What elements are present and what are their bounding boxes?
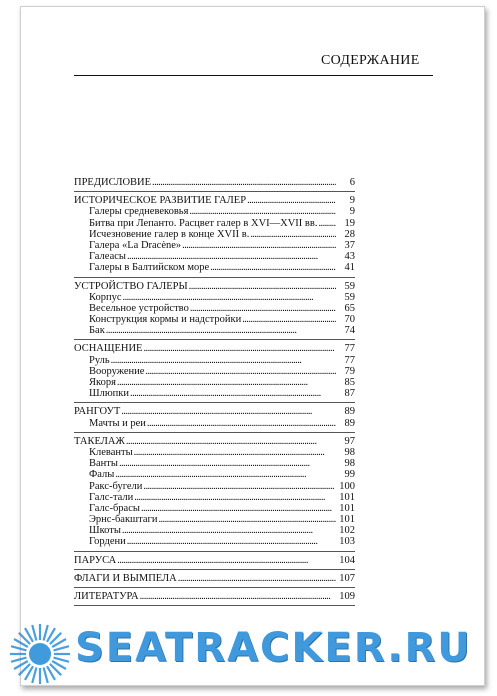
toc-label: Корпус [89,291,122,303]
leader-dots [190,303,336,314]
leader-dots [134,447,336,458]
toc-label: Вооружение [89,365,145,377]
toc-entry [74,458,355,469]
leader-dots [140,591,336,602]
toc-page-number: 59 [344,280,355,292]
toc-label: ИСТОРИЧЕСКОЕ РАЗВИТИЕ ГАЛЕР [74,195,247,207]
toc-label: ЛИТЕРАТУРА [74,591,139,602]
toc-page-number: 79 [344,365,355,377]
toc-page-number: 70 [344,314,355,326]
toc-label: Ракс-бугели [89,480,143,492]
leader-dots [189,206,336,217]
toc-page-number: 41 [344,262,355,274]
toc-section [74,555,355,570]
toc-label: Весельное устройство [89,302,189,314]
toc-page-number: 77 [344,343,355,355]
toc-label: Мачты и реи [89,417,146,429]
leader-dots [121,406,336,417]
toc-section [74,573,355,588]
leader-dots [250,229,336,240]
leader-dots [127,536,336,547]
leader-dots [247,195,336,206]
toc-entry [74,503,355,514]
toc-section-heading [74,573,355,584]
sun-ray [32,668,36,683]
toc-section-heading [74,406,355,417]
leader-dots [111,355,336,366]
sun-ray [44,668,48,683]
toc-entry [74,481,355,492]
toc-label: ОСНАЩЕНИЕ [74,343,143,355]
leader-dots [143,343,336,354]
toc-label: Шкоты [89,525,121,537]
toc-label: Эрнс-бакштаги [89,514,158,526]
toc-entry [74,525,355,536]
toc-page-number: 9 [349,195,355,207]
toc-section [74,406,355,432]
toc-label: Бак [89,325,105,337]
sun-ray [54,658,69,662]
sun-ray [11,646,26,650]
toc-label: Галс-брасы [89,502,140,514]
toc-section-heading [74,591,355,602]
leader-dots [117,555,336,566]
toc-section [74,343,355,403]
toc-section [74,281,355,341]
toc-entry [74,447,355,458]
leader-dots [123,292,336,303]
toc-entry [74,418,355,429]
toc-entry [74,303,355,314]
toc-label: Галеры в Балтийском море [89,262,210,274]
toc-label: Галс-тали [89,491,134,503]
toc-section-heading [74,555,355,566]
toc-label: Шлюпки [89,388,130,400]
toc-page-number: 97 [344,435,355,447]
toc-page-number: 6 [349,177,355,188]
toc-entry [74,388,355,399]
sun-ray [32,625,36,640]
toc-label: Галера «La Dracène» [89,239,182,251]
toc-label: ПАРУСА [74,554,117,566]
toc-section [74,591,355,606]
sun-ray [11,658,26,662]
toc-page-number: 89 [344,417,355,429]
leader-dots [318,218,336,229]
toc-page-number: 43 [344,251,355,263]
table-of-contents [74,177,355,609]
leader-dots [127,251,336,262]
leader-dots [141,503,336,514]
leader-dots [178,573,336,584]
sun-ray [54,646,69,650]
toc-page-number: 85 [344,377,355,388]
toc-entry [74,229,355,240]
toc-page-number: 104 [339,554,355,566]
toc-label: Исчезновение галер в конце XVII в. [89,228,250,240]
toc-label: Конструкция кормы и надстройки [89,314,242,326]
toc-entry [74,206,355,217]
title-rule [74,75,433,76]
toc-label: ПРЕДИСЛОВИЕ [74,177,152,188]
toc-page-number: 99 [344,469,355,481]
leader-dots [189,281,336,292]
toc-page-number: 102 [339,525,355,537]
leader-dots [134,492,336,503]
toc-label: Фалы [89,469,115,481]
toc-page-number: 109 [339,591,355,602]
toc-entry [74,366,355,377]
toc-page-number: 9 [349,206,355,218]
toc-entry [74,314,355,325]
toc-label: ТАКЕЛАЖ [74,435,125,447]
toc-entry [74,514,355,525]
toc-label: Ванты [89,458,118,470]
toc-entry [74,251,355,262]
toc-entry [74,469,355,480]
watermark-text: SEATRACKER.RU [75,625,472,671]
toc-page-number: 101 [339,502,355,514]
toc-page-number: 19 [344,217,355,229]
toc-label: УСТРОЙСТВО ГАЛЕРЫ [74,280,188,292]
toc-label: Галеасы [89,251,126,263]
leader-dots [115,469,336,480]
toc-label: Руль [89,354,110,366]
book-page [20,6,485,686]
toc-label: Гордени [89,536,126,548]
toc-section-heading [74,177,355,188]
toc-section-heading [74,343,355,354]
toc-label: Галеры средневековья [89,206,189,218]
sun-core [29,643,51,665]
toc-entry [74,492,355,503]
toc-page-number: 101 [339,491,355,503]
toc-entry [74,377,355,388]
leader-dots [182,240,336,251]
toc-page-number: 28 [344,228,355,240]
toc-section [74,177,355,192]
toc-entry [74,292,355,303]
leader-dots [147,418,336,429]
leader-dots [210,262,336,273]
leader-dots [119,458,336,469]
toc-label: РАНГОУТ [74,406,121,418]
toc-label: Якоря [89,377,116,388]
toc-page-number: 98 [344,458,355,470]
toc-section-heading [74,195,355,206]
toc-section [74,195,355,277]
toc-page-number: 59 [344,291,355,303]
toc-entry [74,262,355,273]
leader-dots [242,314,336,325]
toc-page-number: 103 [339,536,355,548]
leader-dots [106,325,336,336]
leader-dots [126,436,336,447]
toc-page-number: 77 [344,354,355,366]
toc-page-number: 89 [344,406,355,418]
leader-dots [158,514,336,525]
sun-ray [44,625,48,640]
toc-page-number: 98 [344,446,355,458]
leader-dots [145,366,336,377]
toc-entry [74,325,355,336]
leader-dots [152,177,336,188]
toc-label: Битва при Лепанто. Расцвет галер в XVI—XVII вв. [89,217,318,229]
toc-section-heading [74,436,355,447]
toc-page-number: 100 [339,480,355,492]
page-title: СОДЕРЖАНИЕ [321,53,420,68]
leader-dots [122,525,336,536]
toc-page-number: 101 [339,514,355,526]
toc-page-number: 37 [344,239,355,251]
toc-entry [74,240,355,251]
toc-section-heading [74,281,355,292]
leader-dots [143,481,336,492]
leader-dots [117,377,336,388]
toc-page-number: 74 [344,325,355,337]
toc-entry [74,218,355,229]
toc-entry [74,536,355,547]
toc-entry [74,355,355,366]
toc-page-number: 65 [344,302,355,314]
toc-section [74,436,355,552]
toc-page-number: 107 [339,572,355,584]
leader-dots [130,388,336,399]
toc-label: Клеванты [89,446,133,458]
toc-label: ФЛАГИ И ВЫМПЕЛА [74,572,177,584]
toc-page-number: 87 [344,388,355,400]
